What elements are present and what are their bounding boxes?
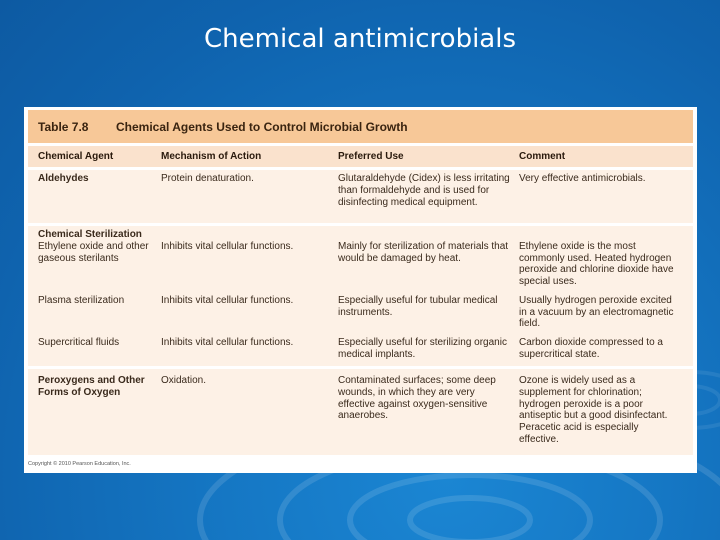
table-row-peroxygens bbox=[28, 369, 693, 455]
column-header-use: Preferred Use bbox=[338, 151, 404, 162]
copyright-notice: Copyright © 2010 Pearson Education, Inc. bbox=[28, 461, 131, 467]
column-header-agent: Chemical Agent bbox=[38, 151, 114, 162]
comment-cell: Very effective antimicrobials. bbox=[519, 173, 646, 184]
mechanism-cell: Inhibits vital cellular functions. bbox=[161, 294, 294, 306]
chemical-agents-table bbox=[24, 107, 697, 473]
mechanism-cell: Inhibits vital cellular functions. bbox=[161, 240, 294, 252]
column-header-mechanism: Mechanism of Action bbox=[161, 151, 262, 162]
agent-cell: Peroxygens and Other Forms of Oxygen bbox=[38, 375, 145, 398]
comment-cell: Ozone is widely used as a supplement for chlorination; hydrogen peroxide is a poor antiseptic but a good disinfectant. Peracetic acid is especially effective. bbox=[519, 375, 668, 445]
agent-cell: Plasma sterilization bbox=[38, 294, 125, 306]
table-title: Chemical Agents Used to Control Microbial Growth bbox=[116, 119, 408, 134]
comment-cell: Ethylene oxide is the most commonly used. Heated hydrogen peroxide and chlorine dioxide have special uses. bbox=[519, 240, 674, 288]
list-item-supercritical bbox=[28, 337, 693, 361]
comment-cell: Carbon dioxide compressed to a supercritical state. bbox=[519, 336, 663, 360]
agent-cell: Supercritical fluids bbox=[38, 336, 120, 348]
table-header-band bbox=[28, 110, 693, 143]
table-row-chemical-sterilization bbox=[28, 226, 693, 366]
list-item-ethylene-oxide bbox=[28, 241, 693, 295]
use-cell: Especially useful for sterilizing organic medical implants. bbox=[338, 336, 507, 360]
mechanism-cell: Inhibits vital cellular functions. bbox=[161, 336, 294, 348]
mechanism-cell: Protein denaturation. bbox=[161, 173, 254, 184]
agent-cell: Aldehydes bbox=[38, 173, 89, 184]
use-cell: Mainly for sterilization of materials that would be damaged by heat. bbox=[338, 240, 509, 264]
table-number: Table 7.8 bbox=[38, 119, 89, 134]
use-cell: Especially useful for tubular medical instruments. bbox=[338, 294, 498, 318]
comment-cell: Usually hydrogen peroxide excited in a vacuum by an electromagnetic field. bbox=[519, 294, 674, 330]
use-cell: Glutaraldehyde (Cidex) is less irritating than formaldehyde and is used for disinfecting medical equipment. bbox=[338, 173, 510, 208]
section-heading-sterilization: Chemical Sterilization bbox=[38, 229, 142, 240]
slide-title: Chemical antimicrobials bbox=[203, 24, 517, 54]
agent-cell: Ethylene oxide and other gaseous sterilants bbox=[38, 240, 149, 264]
column-headers bbox=[28, 146, 693, 167]
use-cell: Contaminated surfaces; some deep wounds, in which they are very effective against oxygen-sensitive anaerobes. bbox=[338, 375, 496, 422]
list-item-plasma bbox=[28, 295, 693, 337]
column-header-comment: Comment bbox=[519, 151, 566, 162]
mechanism-cell: Oxidation. bbox=[161, 375, 207, 386]
table-row-aldehydes bbox=[28, 170, 693, 223]
